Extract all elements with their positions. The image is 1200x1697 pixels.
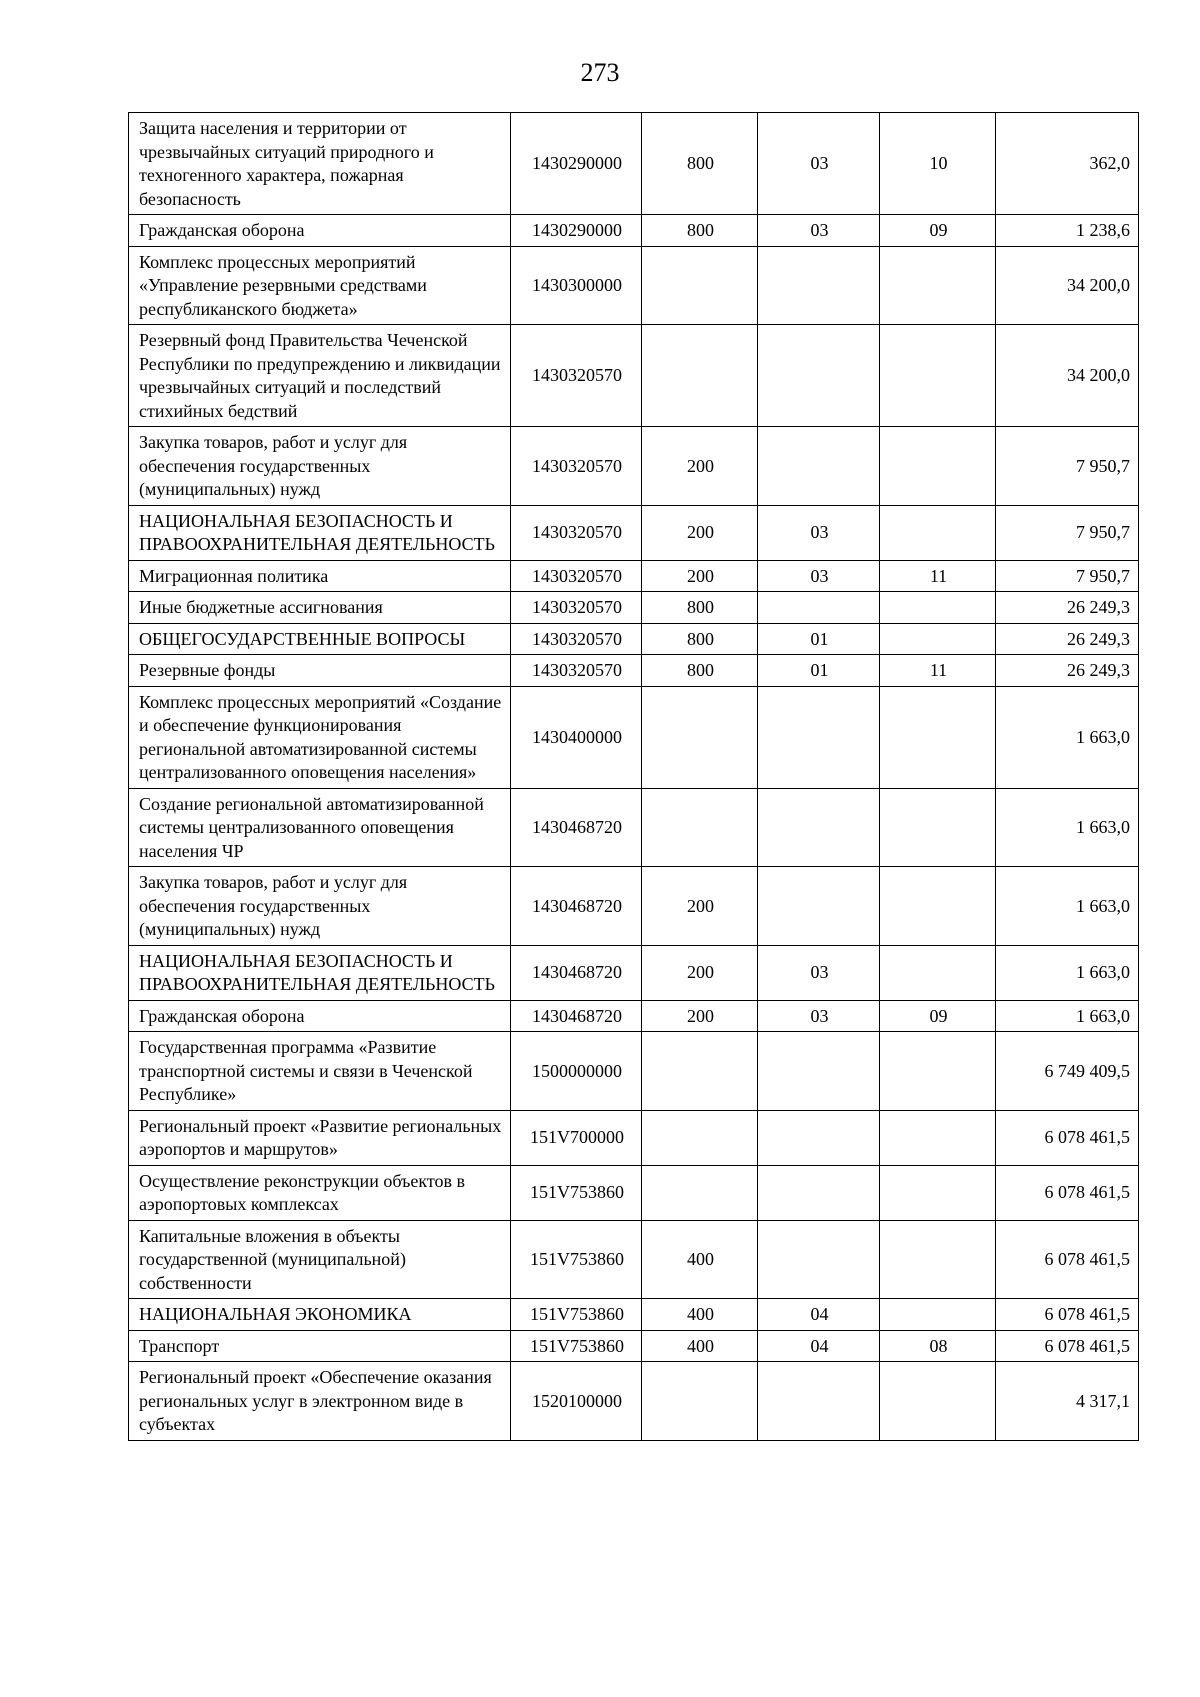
table-row [129, 945, 1139, 1000]
row-subsection-code [880, 945, 996, 1000]
table-row [129, 427, 1139, 506]
row-expense-type-code: 200 [642, 1000, 758, 1032]
row-target-article-code: 1430320570 [511, 505, 642, 560]
row-subsection-code [880, 867, 996, 946]
row-section-code [758, 867, 880, 946]
row-name: Осуществление реконструкции объектов в аэропортовых комплексах [129, 1165, 511, 1220]
table-row [129, 113, 1139, 215]
row-target-article-code: 1430320570 [511, 623, 642, 655]
row-expense-type-code: 200 [642, 427, 758, 506]
row-subsection-code [880, 623, 996, 655]
row-name: НАЦИОНАЛЬНАЯ БЕЗОПАСНОСТЬ И ПРАВООХРАНИТЕЛЬНАЯ ДЕЯТЕЛЬНОСТЬ [129, 945, 511, 1000]
row-expense-type-code: 200 [642, 945, 758, 1000]
row-name: Региональный проект «Обеспечение оказания региональных услуг в электронном виде в субъектах [129, 1362, 511, 1441]
row-subsection-code: 11 [880, 655, 996, 687]
table-row [129, 867, 1139, 946]
row-name: НАЦИОНАЛЬНАЯ БЕЗОПАСНОСТЬ И ПРАВООХРАНИТЕЛЬНАЯ ДЕЯТЕЛЬНОСТЬ [129, 505, 511, 560]
row-subsection-code [880, 505, 996, 560]
row-target-article-code: 1430320570 [511, 325, 642, 427]
row-subsection-code [880, 1362, 996, 1441]
row-section-code [758, 1110, 880, 1165]
table-row [129, 1165, 1139, 1220]
table-row [129, 1000, 1139, 1032]
table-row [129, 686, 1139, 788]
row-name: Защита населения и территории от чрезвычайных ситуаций природного и техногенного характера, пожарная безопасность [129, 113, 511, 215]
row-amount: 1 238,6 [996, 215, 1139, 247]
row-target-article-code: 1500000000 [511, 1032, 642, 1111]
row-target-article-code: 1430290000 [511, 215, 642, 247]
row-target-article-code: 1430320570 [511, 655, 642, 687]
row-expense-type-code [642, 788, 758, 867]
page-number: 273 [580, 58, 620, 87]
table-row [129, 592, 1139, 624]
row-expense-type-code: 400 [642, 1299, 758, 1331]
table-row [129, 215, 1139, 247]
row-amount: 26 249,3 [996, 655, 1139, 687]
row-name: Резервные фонды [129, 655, 511, 687]
row-section-code [758, 427, 880, 506]
table-row [129, 788, 1139, 867]
row-amount: 4 317,1 [996, 1362, 1139, 1441]
row-name: Гражданская оборона [129, 1000, 511, 1032]
row-amount: 6 078 461,5 [996, 1220, 1139, 1299]
row-name: Резервный фонд Правительства Чеченской Республики по предупреждению и ликвидации чрезвычайных ситуаций и последствий стихийных бедствий [129, 325, 511, 427]
row-expense-type-code: 200 [642, 867, 758, 946]
row-target-article-code: 1430400000 [511, 686, 642, 788]
row-target-article-code: 1520100000 [511, 1362, 642, 1441]
row-expense-type-code: 800 [642, 113, 758, 215]
table-row [129, 505, 1139, 560]
row-section-code: 03 [758, 113, 880, 215]
row-expense-type-code: 400 [642, 1330, 758, 1362]
row-name: Закупка товаров, работ и услуг для обеспечения государственных (муниципальных) нужд [129, 427, 511, 506]
row-target-article-code: 1430468720 [511, 1000, 642, 1032]
row-section-code [758, 592, 880, 624]
row-name: Капитальные вложения в объекты государственной (муниципальной) собственности [129, 1220, 511, 1299]
row-section-code: 01 [758, 655, 880, 687]
row-expense-type-code: 400 [642, 1220, 758, 1299]
row-subsection-code [880, 1165, 996, 1220]
table-row [129, 655, 1139, 687]
table-row [129, 246, 1139, 325]
row-subsection-code [880, 788, 996, 867]
row-section-code [758, 788, 880, 867]
table-row [129, 623, 1139, 655]
row-subsection-code: 09 [880, 215, 996, 247]
row-section-code [758, 246, 880, 325]
row-expense-type-code [642, 1362, 758, 1441]
row-amount: 6 078 461,5 [996, 1110, 1139, 1165]
row-target-article-code: 1430320570 [511, 592, 642, 624]
row-expense-type-code [642, 325, 758, 427]
table-row [129, 1299, 1139, 1331]
row-amount: 1 663,0 [996, 686, 1139, 788]
budget-table-body [129, 113, 1139, 1441]
row-section-code: 04 [758, 1330, 880, 1362]
row-target-article-code: 1430468720 [511, 867, 642, 946]
table-row [129, 560, 1139, 592]
row-expense-type-code [642, 246, 758, 325]
row-target-article-code: 1430468720 [511, 945, 642, 1000]
row-section-code [758, 1220, 880, 1299]
row-expense-type-code: 200 [642, 560, 758, 592]
row-subsection-code [880, 1299, 996, 1331]
row-target-article-code: 1430290000 [511, 113, 642, 215]
row-section-code: 03 [758, 1000, 880, 1032]
row-subsection-code: 11 [880, 560, 996, 592]
row-expense-type-code: 800 [642, 655, 758, 687]
row-subsection-code: 09 [880, 1000, 996, 1032]
row-expense-type-code [642, 1165, 758, 1220]
budget-table [128, 112, 1139, 1441]
row-amount: 7 950,7 [996, 427, 1139, 506]
table-row [129, 1032, 1139, 1111]
row-amount: 362,0 [996, 113, 1139, 215]
table-row [129, 1110, 1139, 1165]
row-expense-type-code: 800 [642, 623, 758, 655]
row-target-article-code: 151V700000 [511, 1110, 642, 1165]
row-name: Миграционная политика [129, 560, 511, 592]
row-name: Государственная программа «Развитие транспортной системы и связи в Чеченской Республике» [129, 1032, 511, 1111]
row-section-code: 03 [758, 505, 880, 560]
row-target-article-code: 1430320570 [511, 560, 642, 592]
row-subsection-code: 08 [880, 1330, 996, 1362]
row-subsection-code [880, 1110, 996, 1165]
row-amount: 34 200,0 [996, 246, 1139, 325]
row-name: Создание региональной автоматизированной системы централизованного оповещения населения ЧР [129, 788, 511, 867]
row-amount: 6 078 461,5 [996, 1299, 1139, 1331]
row-subsection-code [880, 1032, 996, 1111]
row-target-article-code: 151V753860 [511, 1299, 642, 1331]
row-section-code: 01 [758, 623, 880, 655]
row-name: Гражданская оборона [129, 215, 511, 247]
row-section-code: 04 [758, 1299, 880, 1331]
row-subsection-code: 10 [880, 113, 996, 215]
row-target-article-code: 151V753860 [511, 1165, 642, 1220]
row-amount: 1 663,0 [996, 867, 1139, 946]
row-amount: 1 663,0 [996, 788, 1139, 867]
row-section-code [758, 1032, 880, 1111]
row-subsection-code [880, 592, 996, 624]
row-expense-type-code: 800 [642, 592, 758, 624]
row-amount: 26 249,3 [996, 623, 1139, 655]
row-amount: 1 663,0 [996, 945, 1139, 1000]
row-target-article-code: 1430320570 [511, 427, 642, 506]
row-name: НАЦИОНАЛЬНАЯ ЭКОНОМИКА [129, 1299, 511, 1331]
row-section-code: 03 [758, 945, 880, 1000]
row-amount: 7 950,7 [996, 560, 1139, 592]
row-section-code [758, 686, 880, 788]
row-amount: 6 749 409,5 [996, 1032, 1139, 1111]
row-expense-type-code [642, 1032, 758, 1111]
row-name: ОБЩЕГОСУДАРСТВЕННЫЕ ВОПРОСЫ [129, 623, 511, 655]
row-section-code [758, 1165, 880, 1220]
row-expense-type-code [642, 686, 758, 788]
row-name: Комплекс процессных мероприятий «Управление резервными средствами республиканского бюджета» [129, 246, 511, 325]
row-section-code: 03 [758, 560, 880, 592]
row-target-article-code: 151V753860 [511, 1330, 642, 1362]
row-expense-type-code: 200 [642, 505, 758, 560]
row-section-code [758, 325, 880, 427]
row-target-article-code: 151V753860 [511, 1220, 642, 1299]
row-subsection-code [880, 1220, 996, 1299]
row-amount: 34 200,0 [996, 325, 1139, 427]
row-amount: 1 663,0 [996, 1000, 1139, 1032]
row-amount: 26 249,3 [996, 592, 1139, 624]
row-amount: 6 078 461,5 [996, 1165, 1139, 1220]
row-name: Комплекс процессных мероприятий «Создание и обеспечение функционирования региональной автоматизированной системы централизованного оповещения населения» [129, 686, 511, 788]
row-expense-type-code [642, 1110, 758, 1165]
row-subsection-code [880, 686, 996, 788]
table-row [129, 1330, 1139, 1362]
row-target-article-code: 1430300000 [511, 246, 642, 325]
row-subsection-code [880, 246, 996, 325]
row-expense-type-code: 800 [642, 215, 758, 247]
row-name: Транспорт [129, 1330, 511, 1362]
row-target-article-code: 1430468720 [511, 788, 642, 867]
row-amount: 7 950,7 [996, 505, 1139, 560]
row-amount: 6 078 461,5 [996, 1330, 1139, 1362]
row-section-code [758, 1362, 880, 1441]
row-name: Закупка товаров, работ и услуг для обеспечения государственных (муниципальных) нужд [129, 867, 511, 946]
row-name: Иные бюджетные ассигнования [129, 592, 511, 624]
row-subsection-code [880, 427, 996, 506]
table-row [129, 325, 1139, 427]
row-name: Региональный проект «Развитие региональных аэропортов и маршрутов» [129, 1110, 511, 1165]
row-subsection-code [880, 325, 996, 427]
row-section-code: 03 [758, 215, 880, 247]
table-row [129, 1220, 1139, 1299]
table-row [129, 1362, 1139, 1441]
